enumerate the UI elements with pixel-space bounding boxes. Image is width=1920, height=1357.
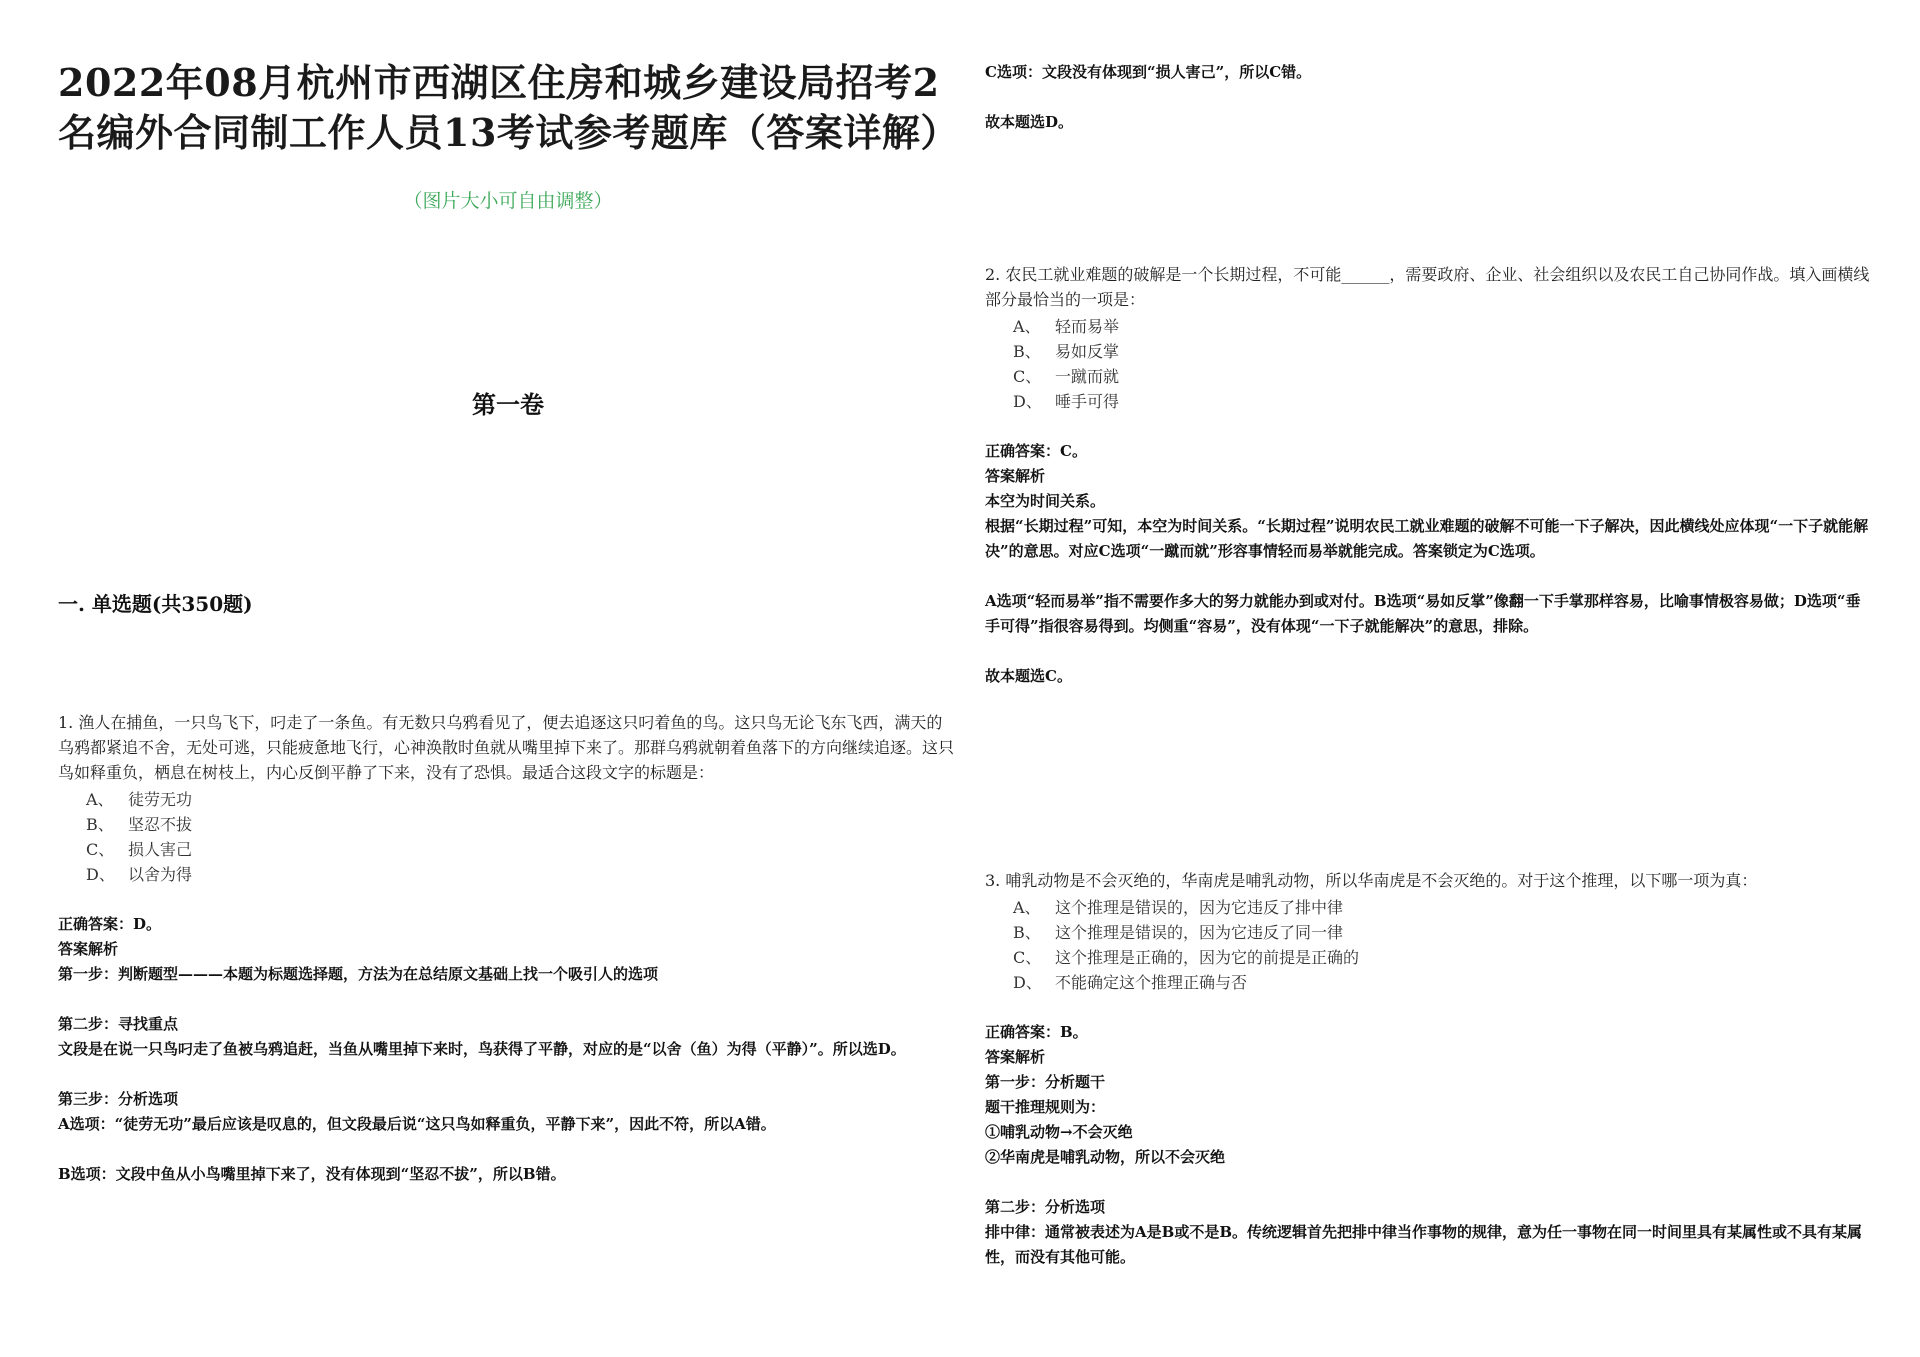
- conclusion: 故本题选D。: [985, 113, 1074, 131]
- analysis-step-2: 文段是在说一只鸟叼走了鱼被乌鸦追赶，当鱼从嘴里掉下来时，鸟获得了平静，对应的是“以舍（鱼）为得（平静）”。所以选D。: [58, 1040, 906, 1058]
- option-b: B、 易如反掌: [1013, 342, 1120, 361]
- title-line-2: 名编外合同制工作人员13考试参考题库（答案详解）: [58, 110, 959, 155]
- analysis-step-1: 第一步：判断题型———本题为标题选择题，方法为在总结原文基础上找一个吸引人的选项: [58, 965, 659, 983]
- rule-2: ②华南虎是哺乳动物，所以不会灭绝: [985, 1148, 1226, 1166]
- document-title: [58, 58, 958, 158]
- question-1-continued: [985, 60, 1875, 135]
- analysis-option-a: A选项：“徒劳无功”最后应该是叹息的，但文段最后说“这只鸟如释重负，平静下来”，因此不符，所以A错。: [58, 1115, 776, 1133]
- option-list: [985, 895, 1875, 995]
- analysis-step-2-title: 第二步：寻找重点: [58, 1015, 179, 1033]
- conclusion: 故本题选C。: [985, 667, 1072, 685]
- option-a: A、 这个推理是错误的，因为它违反了排中律: [1013, 898, 1344, 917]
- analysis-step-1-title: 第一步：分析题干: [985, 1073, 1106, 1091]
- correct-answer: 正确答案：B。: [985, 1023, 1088, 1041]
- option-c: C、 这个推理是正确的，因为它的前提是正确的: [1013, 948, 1360, 967]
- analysis-heading: 答案解析: [985, 1048, 1046, 1066]
- option-b: B、 这个推理是错误的，因为它违反了同一律: [1013, 923, 1344, 942]
- option-c: C、 一蹴而就: [1013, 367, 1120, 386]
- correct-answer: 正确答案：C。: [985, 442, 1087, 460]
- analysis-heading: 答案解析: [58, 940, 119, 958]
- question-stem: 2. 农民工就业难题的破解是一个长期过程，不可能______，需要政府、企业、社会组织以及农民工自己协同作战。填入画横线部分最恰当的一项是：: [985, 265, 1870, 309]
- question-3: [985, 868, 1875, 1270]
- rule-title: 题干推理规则为：: [985, 1098, 1106, 1116]
- option-a: A、 轻而易举: [1013, 317, 1120, 336]
- analysis-line-1: 本空为时间关系。: [985, 492, 1106, 510]
- analysis-heading: 答案解析: [985, 467, 1046, 485]
- analysis-option-b: B选项：文段中鱼从小鸟嘴里掉下来了，没有体现到“坚忍不拔”，所以B错。: [58, 1165, 566, 1183]
- section-heading: 一. 单选题(共350题): [58, 592, 253, 616]
- option-list: [58, 787, 958, 887]
- option-a: A、 徒劳无功: [86, 790, 193, 809]
- question-stem: 1. 渔人在捕鱼，一只鸟飞下，叼走了一条鱼。有无数只乌鸦看见了，便去追逐这只叼着鱼的鸟。这只鸟无论飞东飞西，满天的乌鸦都紧追不舍，无处可逃，只能疲惫地飞行，心神涣散时鱼就从嘴里掉下来了。那群乌鸦就朝着鱼落下的方向继续追逐。这只鸟如释重负，栖息在树枝上，内心反倒平静了下来，没有了恐惧。最适合这段文字的标题是：: [58, 713, 955, 782]
- image-caption: （图片大小可自由调整）: [403, 190, 613, 212]
- option-b: B、 坚忍不拔: [86, 815, 193, 834]
- title-line-1: 2022年08月杭州市西湖区住房和城乡建设局招考2: [58, 60, 940, 105]
- question-1: [58, 710, 958, 1187]
- question-2: [985, 262, 1875, 689]
- option-d: D、 唾手可得: [1013, 392, 1120, 411]
- analysis-step-2-title: 第二步：分析选项: [985, 1198, 1106, 1216]
- option-d: D、 不能确定这个推理正确与否: [1013, 973, 1248, 992]
- option-d: D、 以舍为得: [86, 865, 193, 884]
- analysis-option-c: C选项：文段没有体现到“损人害己”，所以C错。: [985, 63, 1312, 81]
- volume-heading: 第一卷: [472, 390, 544, 419]
- analysis-line-3: A选项“轻而易举”指不需要作多大的努力就能办到或对付。B选项“易如反掌”像翻一下手掌那样容易，比喻事情极容易做；D选项“垂手可得”指很容易得到。均侧重“容易”，没有体现“一下子就能解决”的意思，排除。: [985, 592, 1861, 635]
- question-stem: 3. 哺乳动物是不会灭绝的，华南虎是哺乳动物，所以华南虎是不会灭绝的。对于这个推理，以下哪一项为真：: [985, 871, 1758, 890]
- analysis-line-2: 根据“长期过程”可知，本空为时间关系。“长期过程”说明农民工就业难题的破解不可能一下子解决，因此横线处应体现“一下子就能解决”的意思。对应C选项“一蹴而就”形容事情轻而易举就能完成。答案锁定为C选项。: [985, 517, 1869, 560]
- excluded-middle-law: 排中律：通常被表述为A是B或不是B。传统逻辑首先把排中律当作事物的规律，意为任一事物在同一时间里具有某属性或不具有某属性，而没有其他可能。: [985, 1223, 1863, 1266]
- option-c: C、 损人害己: [86, 840, 193, 859]
- rule-1: ①哺乳动物→不会灭绝: [985, 1123, 1133, 1141]
- correct-answer: 正确答案：D。: [58, 915, 162, 933]
- analysis-step-3-title: 第三步：分析选项: [58, 1090, 179, 1108]
- option-list: [985, 314, 1875, 414]
